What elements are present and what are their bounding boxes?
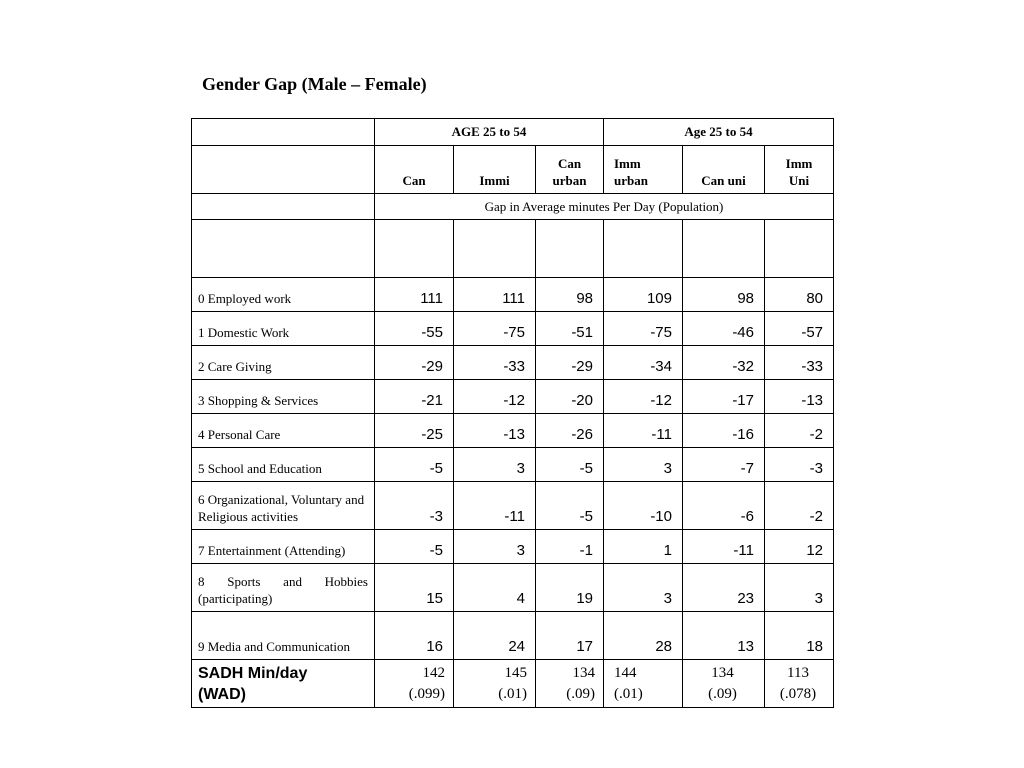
value-cell: 15 xyxy=(375,564,454,612)
value-cell: 3 xyxy=(454,448,536,482)
value-cell: -75 xyxy=(454,312,536,346)
unit-row xyxy=(192,194,834,220)
table-row xyxy=(192,612,834,660)
value-cell: -5 xyxy=(375,530,454,564)
total-value-cell: 134 (.09) xyxy=(536,660,604,708)
value-cell: 3 xyxy=(604,448,683,482)
table-row xyxy=(192,530,834,564)
value-cell: 109 xyxy=(604,278,683,312)
group-header-immigrant: Age 25 to 54 xyxy=(604,119,834,146)
value-cell: -1 xyxy=(536,530,604,564)
column-header-can: Can xyxy=(375,146,454,194)
row-label: 4 Personal Care xyxy=(192,414,375,448)
value-cell: -5 xyxy=(375,448,454,482)
value-cell: -11 xyxy=(683,530,765,564)
total-value-cell: 144 (.01) xyxy=(604,660,683,708)
row-label: 8 Sports and Hobbies (participating) xyxy=(192,564,375,612)
value-cell: -5 xyxy=(536,448,604,482)
column-header-imm-uni: Imm Uni xyxy=(765,146,834,194)
total-value-cell: 134 (.09) xyxy=(683,660,765,708)
value-cell: 18 xyxy=(765,612,834,660)
row-label: 5 School and Education xyxy=(192,448,375,482)
table-row xyxy=(192,380,834,414)
value-cell: -16 xyxy=(683,414,765,448)
value-cell: 24 xyxy=(454,612,536,660)
value-cell: -12 xyxy=(604,380,683,414)
total-value-cell: 113 (.078) xyxy=(765,660,834,708)
value-cell: 3 xyxy=(604,564,683,612)
value-cell: -34 xyxy=(604,346,683,380)
value-cell: 3 xyxy=(454,530,536,564)
column-header-can-urban: Can urban xyxy=(536,146,604,194)
table-row xyxy=(192,448,834,482)
column-header-immi: Immi xyxy=(454,146,536,194)
value-cell: 28 xyxy=(604,612,683,660)
row-label: 6 Organizational, Voluntary and Religious activities xyxy=(192,482,375,530)
value-cell: -29 xyxy=(375,346,454,380)
value-cell: -3 xyxy=(375,482,454,530)
value-cell: 111 xyxy=(375,278,454,312)
value-cell: -20 xyxy=(536,380,604,414)
value-cell: 3 xyxy=(765,564,834,612)
table-row xyxy=(192,346,834,380)
value-cell: -25 xyxy=(375,414,454,448)
table-row xyxy=(192,414,834,448)
value-cell: -57 xyxy=(765,312,834,346)
value-cell: 12 xyxy=(765,530,834,564)
gender-gap-table xyxy=(191,118,834,708)
value-cell: 1 xyxy=(604,530,683,564)
unit-label-cell xyxy=(192,194,375,220)
column-header-imm-urban: Imm urban xyxy=(604,146,683,194)
value-cell: -46 xyxy=(683,312,765,346)
value-cell: 13 xyxy=(683,612,765,660)
blank-row xyxy=(192,220,834,278)
value-cell: -32 xyxy=(683,346,765,380)
total-row-label: SADH Min/day (WAD) xyxy=(192,660,375,708)
row-label: 7 Entertainment (Attending) xyxy=(192,530,375,564)
header-label-cell xyxy=(192,146,375,194)
value-cell: -26 xyxy=(536,414,604,448)
value-cell: 19 xyxy=(536,564,604,612)
row-label: 3 Shopping & Services xyxy=(192,380,375,414)
value-cell: -5 xyxy=(536,482,604,530)
value-cell: -3 xyxy=(765,448,834,482)
value-cell: -13 xyxy=(454,414,536,448)
value-cell: -33 xyxy=(765,346,834,380)
value-cell: -11 xyxy=(604,414,683,448)
value-cell: -7 xyxy=(683,448,765,482)
value-cell: 23 xyxy=(683,564,765,612)
value-cell: -17 xyxy=(683,380,765,414)
value-cell: -2 xyxy=(765,482,834,530)
value-cell: 98 xyxy=(683,278,765,312)
row-label: 9 Media and Communication xyxy=(192,612,375,660)
value-cell: 98 xyxy=(536,278,604,312)
value-cell: -12 xyxy=(454,380,536,414)
table-row xyxy=(192,564,834,612)
group-header-canadian: AGE 25 to 54 xyxy=(375,119,604,146)
total-value-cell: 145 (.01) xyxy=(454,660,536,708)
value-cell: -33 xyxy=(454,346,536,380)
value-cell: 4 xyxy=(454,564,536,612)
row-label: 0 Employed work xyxy=(192,278,375,312)
column-header-can-uni: Can uni xyxy=(683,146,765,194)
group-header-row xyxy=(192,119,834,146)
table-row xyxy=(192,312,834,346)
column-header-row xyxy=(192,146,834,194)
value-cell: -29 xyxy=(536,346,604,380)
value-cell: -11 xyxy=(454,482,536,530)
value-cell: -21 xyxy=(375,380,454,414)
value-cell: 16 xyxy=(375,612,454,660)
value-cell: -6 xyxy=(683,482,765,530)
value-cell: -75 xyxy=(604,312,683,346)
value-cell: -55 xyxy=(375,312,454,346)
row-label: 1 Domestic Work xyxy=(192,312,375,346)
total-value-cell: 142 (.099) xyxy=(375,660,454,708)
value-cell: 80 xyxy=(765,278,834,312)
value-cell: -10 xyxy=(604,482,683,530)
value-cell: 111 xyxy=(454,278,536,312)
total-row xyxy=(192,660,834,708)
row-label: 2 Care Giving xyxy=(192,346,375,380)
page-title: Gender Gap (Male – Female) xyxy=(202,74,427,94)
unit-description: Gap in Average minutes Per Day (Population) xyxy=(375,194,834,220)
value-cell: -13 xyxy=(765,380,834,414)
corner-cell xyxy=(192,119,375,146)
table-row xyxy=(192,278,834,312)
table-row xyxy=(192,482,834,530)
value-cell: -51 xyxy=(536,312,604,346)
value-cell: -2 xyxy=(765,414,834,448)
value-cell: 17 xyxy=(536,612,604,660)
